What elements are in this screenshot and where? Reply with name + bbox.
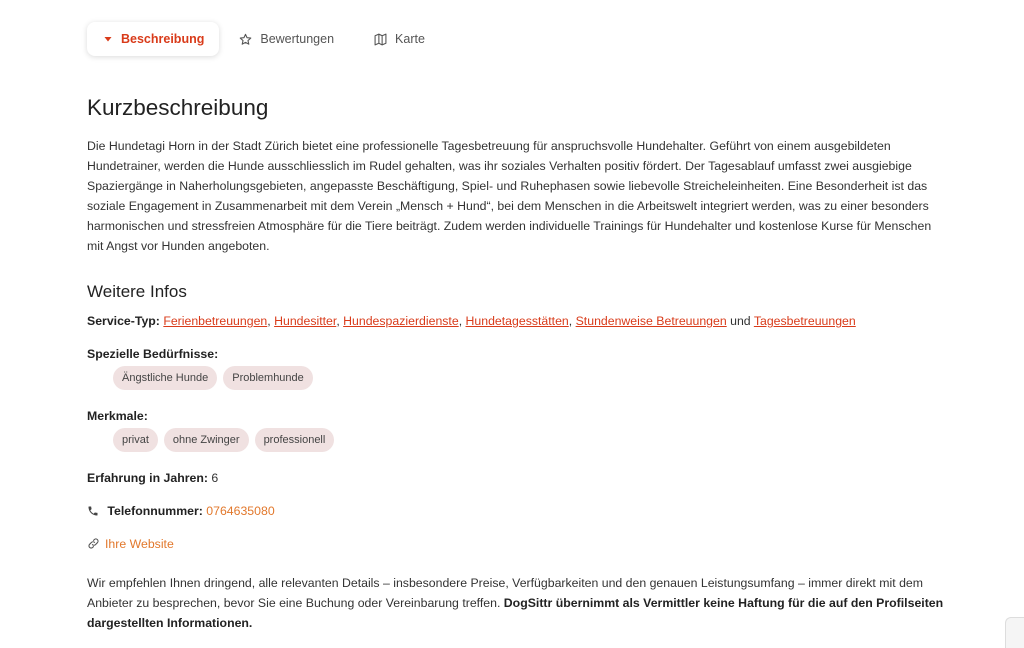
scroll-widget[interactable] [1005, 617, 1024, 648]
disclaimer [87, 573, 957, 633]
phone-label: Telefonnummer: [107, 504, 203, 518]
section-title-kurzbeschreibung: Kurzbeschreibung [87, 95, 269, 120]
tab-bar [87, 22, 445, 56]
phone-icon [87, 505, 99, 520]
features-label: Merkmale: [87, 409, 148, 423]
disclaimer-text: Wir empfehlen Ihnen dringend, alle relevanten Details – insbesondere Preise, Verfügbarkeiten und den genauen Leistungsumfang – immer direkt mit dem Anbieter zu besprechen, bevor Sie eine Buchung oder Vereinbarung treffen. [87, 576, 923, 610]
phone-row [87, 504, 275, 520]
service-link-ferienbetreuungen[interactable]: Ferienbetreuungen [163, 314, 268, 328]
experience-value: 6 [211, 471, 219, 485]
tab-beschreibung[interactable] [87, 22, 219, 56]
tab-karte[interactable] [354, 22, 445, 56]
service-link-tagesbetreuungen[interactable]: Tagesbetreuungen [753, 314, 856, 328]
experience-row [87, 471, 218, 485]
tab-label: Karte [395, 32, 425, 46]
service-link-hundetagesstaetten[interactable]: Hundetagesstätten [465, 314, 569, 328]
needs-row [87, 347, 218, 361]
chip-aengstliche-hunde: Ängstliche Hunde [113, 366, 217, 390]
website-link[interactable]: Ihre Website [105, 537, 174, 551]
tab-label: Bewertungen [260, 32, 335, 46]
tab-label: Beschreibung [121, 32, 205, 46]
service-link-stundenweise[interactable]: Stundenweise Betreuungen [575, 314, 727, 328]
service-type-label: Service-Typ: [87, 314, 160, 328]
chip-problemhunde: Problemhunde [223, 366, 313, 390]
needs-chips [113, 366, 313, 390]
section-title-weitere-infos: Weitere Infos [87, 282, 187, 301]
star-icon [239, 33, 252, 46]
tab-bewertungen[interactable] [219, 22, 354, 56]
service-and: und [730, 314, 751, 328]
caret-down-icon [103, 34, 113, 44]
website-row[interactable] [87, 537, 174, 553]
phone-number[interactable]: 0764635080 [206, 504, 275, 518]
features-row [87, 409, 148, 423]
link-icon [87, 537, 100, 553]
features-chips [113, 428, 334, 452]
description-text: Die Hundetagi Horn in der Stadt Zürich bietet eine professionelle Tagesbetreuung für anspruchsvolle Hundehalter. Geführt von einem ausgebildeten Hundetrainer, werden die Hunde ausschliesslich im Rudel gehalten, was ihr soziales Verhalten positiv fördert. Der Tagesablauf umfasst zwei ausgiebige Spaziergänge in Naherholungsgebieten, angepasste Beschäftigung, Spiel- und Ruhephasen sowie liebevolle Streicheleinheiten. Eine Besonderheit ist das soziale Engagement in Zusammenarbeit mit dem Verein „Mensch + Hund“, bei dem Menschen in die Arbeitswelt integriert werden, was zu einer besonders harmonischen und stressfreien Atmosphäre für die Tiere beiträgt. Zudem werden individuelle Trainings für Hundehalter und kostenlose Kurse für Menschen mit Angst vor Hunden angeboten. [87, 139, 932, 253]
service-type-row: Service-Typ: Ferienbetreuungen, Hundesitter, Hundespazierdienste, Hundetagesstätten, Stundenweise Betreuungen und Tagesbetreuungen [87, 314, 856, 328]
chip-professionell: professionell [255, 428, 335, 452]
service-link-hundespazierdienste[interactable]: Hundespazierdienste [343, 314, 459, 328]
map-icon [374, 33, 387, 46]
service-link-hundesitter[interactable]: Hundesitter [274, 314, 337, 328]
chip-ohne-zwinger: ohne Zwinger [164, 428, 249, 452]
disclaimer-bold: DogSittr übernimmt als Vermittler keine Haftung für die auf den Profilseiten dargestellten Informationen. [87, 596, 944, 630]
chip-privat: privat [113, 428, 158, 452]
needs-label: Spezielle Bedürfnisse: [87, 347, 219, 361]
experience-label: Erfahrung in Jahren: [87, 471, 208, 485]
